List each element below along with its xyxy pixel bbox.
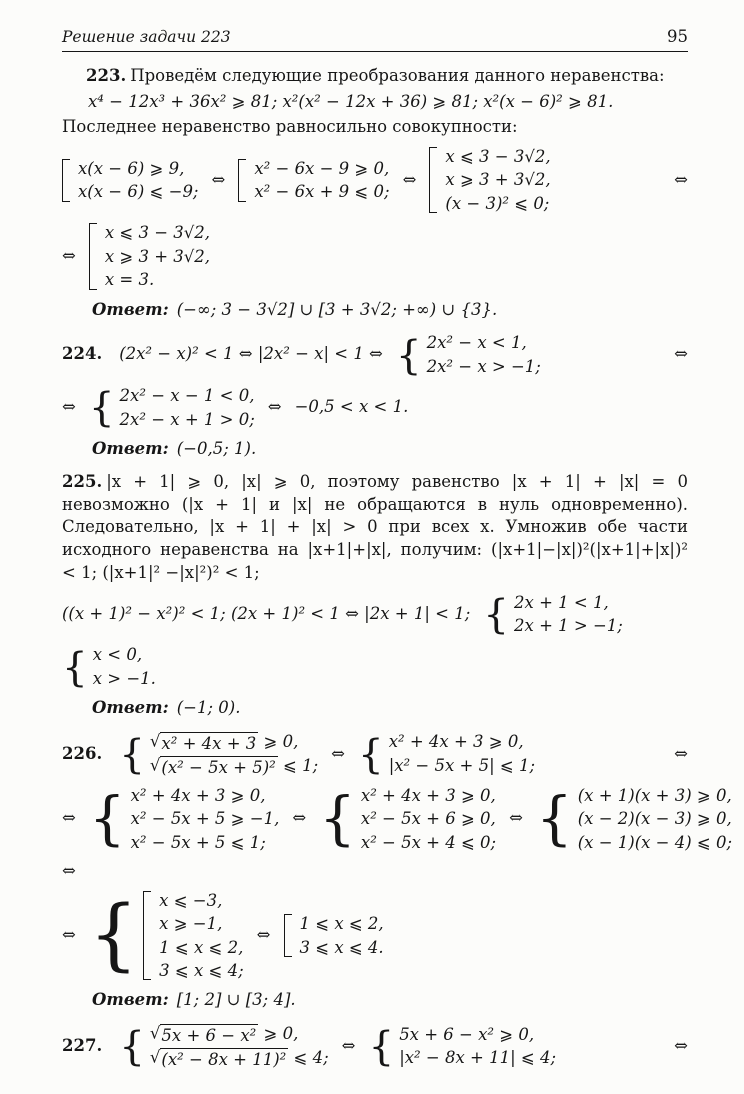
brace-fence xyxy=(536,790,573,848)
iff-arrow: ⇔ xyxy=(62,397,76,417)
system-rows xyxy=(389,730,535,777)
radicand: 5x + 6 − x² xyxy=(161,1026,257,1046)
p226-line-4 xyxy=(62,889,688,983)
brace-fence xyxy=(62,647,88,687)
system-row: 1 ⩽ x ⩽ 2, xyxy=(159,937,244,957)
system-row: x ⩾ −1, xyxy=(159,914,223,934)
system-row: x² + 4x + 3 ⩾ 0, xyxy=(130,785,266,805)
p225-answer-value: (−1; 0). xyxy=(176,698,241,718)
system-rows xyxy=(159,889,244,983)
iff-arrow: ⇔ xyxy=(674,1035,688,1055)
system-row: 2x² − x − 1 < 0, xyxy=(119,386,255,406)
system-rows xyxy=(300,912,384,959)
brace-fence xyxy=(89,790,126,848)
bracket-fence xyxy=(62,159,70,202)
system-row: |x² − 5x + 5| ⩽ 1; xyxy=(388,755,536,775)
system-226-c xyxy=(89,784,279,854)
p223-intro-text: Проведём следующие преобразования данного неравенства: xyxy=(130,65,665,85)
system-row: x > −1. xyxy=(92,668,156,688)
p224-answer-line xyxy=(92,438,688,461)
system-row: 2x² − x + 1 > 0; xyxy=(119,409,255,429)
system-row: 2x + 1 < 1, xyxy=(514,592,609,612)
p223-transformations-line: x⁴ − 12x³ + 36x² ⩾ 81; x²(x² − 12x + 36) ⩾ 81; x²(x − 6)² ⩾ 81. xyxy=(88,91,614,111)
system-226-d xyxy=(319,784,496,854)
p223-note-text: Последнее неравенство равносильно совокупности: xyxy=(62,117,518,137)
problem-number-224: 224. xyxy=(62,344,103,364)
iff-arrow: ⇔ xyxy=(256,925,271,945)
system-226-b xyxy=(358,730,535,777)
p226-answer-value: [1; 2] ∪ [3; 4]. xyxy=(176,990,296,1010)
system-row: (x − 2)(x − 3) ⩾ 0, xyxy=(577,809,732,829)
row-tail: ⩾ 0, xyxy=(258,732,299,752)
running-title: Решение задачи 223 xyxy=(62,28,231,46)
system-rows xyxy=(254,157,389,204)
system-226-e xyxy=(536,784,732,854)
system-row: |x² − 8x + 11| ⩽ 4; xyxy=(399,1047,557,1067)
bracket-fence xyxy=(143,891,151,981)
problem-number-226: 226. xyxy=(62,743,103,763)
p224-answer-value: (−0,5; 1). xyxy=(176,439,257,459)
iff-arrow: ⇔ xyxy=(292,808,307,828)
system-row: (x − 3)² ⩽ 0; xyxy=(445,193,550,213)
system-225-a xyxy=(483,591,623,638)
system-row: x(x − 6) ⩾ 9, xyxy=(78,158,185,178)
radicand: (x² − 8x + 11)² xyxy=(161,1049,287,1069)
system-row: 1 ⩽ x ⩽ 2, xyxy=(299,914,384,934)
brace-fence xyxy=(119,734,145,774)
p224-result-expression: −0,5 < x < 1. xyxy=(294,397,409,417)
system-row: 3 ⩽ x ⩽ 4. xyxy=(299,937,384,957)
system-row: (x − 1)(x − 4) ⩽ 0; xyxy=(577,832,733,852)
system-row: x ⩾ 3 + 3√2, xyxy=(445,170,551,190)
radicand: x² + 4x + 3 xyxy=(161,734,257,754)
iff-arrow: ⇔ xyxy=(62,808,76,828)
p225-body-text: |x + 1| ⩾ 0, |x| ⩾ 0, поэтому равенство |x + 1| + |x| = 0 невозможно (|x + 1| и |x| не обращаются в нуль одновременно). Следовательно, |x + 1| + |x| > 0 при всех x. Умножив обе части исходного неравенства на |x+1|+|x|, получим: (|x+1|−|x|)²(|x+1|+|x|)² < 1; (|x+1|² −|x|²)² < 1; xyxy=(62,471,688,582)
system-226-f xyxy=(284,912,384,959)
brace-fence xyxy=(483,594,509,634)
inner-union-system xyxy=(143,889,244,983)
system-row: x² − 6x − 9 ⩾ 0, xyxy=(254,158,390,178)
system-223-d xyxy=(89,221,210,291)
system-rows xyxy=(93,643,156,690)
bracket-fence xyxy=(238,159,246,202)
p226-line-2 xyxy=(62,784,733,854)
page-number: 95 xyxy=(667,27,688,46)
system-row: x² + 4x + 3 ⩾ 0, xyxy=(360,785,496,805)
system-row: x ⩾ 3 + 3√2, xyxy=(104,246,211,266)
system-row: 3 ⩽ x ⩽ 4; xyxy=(159,960,244,980)
bracket-fence xyxy=(284,914,292,957)
system-224-b xyxy=(89,384,255,431)
system-row xyxy=(150,1022,298,1046)
system-226-a xyxy=(119,730,318,778)
iff-arrow: ⇔ xyxy=(267,397,282,417)
radical-sign: √ xyxy=(149,1023,161,1043)
sqrt-expression xyxy=(150,1024,258,1046)
system-row: x² − 5x + 5 ⩾ −1, xyxy=(130,809,280,829)
iff-arrow: ⇔ xyxy=(62,925,76,945)
brace-fence xyxy=(89,387,115,427)
p223-answer-line xyxy=(92,299,688,322)
p225-line-2 xyxy=(62,591,688,638)
p226-answer-line xyxy=(92,989,688,1012)
iff-arrow: ⇔ xyxy=(509,808,523,828)
system-224-a xyxy=(396,331,541,378)
system-rows xyxy=(105,221,210,291)
system-rows xyxy=(578,784,732,854)
page-header xyxy=(62,26,688,52)
p223-chain-line-1 xyxy=(62,145,688,215)
answer-label: Ответ: xyxy=(92,299,169,319)
brace-fence xyxy=(358,734,384,774)
sqrt-expression xyxy=(150,732,258,754)
system-row: x ⩽ 3 − 3√2, xyxy=(445,147,551,167)
problem-number-225: 225. xyxy=(62,471,103,491)
system-226-nested xyxy=(89,889,244,983)
p225-body-paragraph xyxy=(62,471,688,585)
radical-sign: √ xyxy=(149,755,161,775)
system-row: 2x + 1 > −1; xyxy=(514,616,623,636)
p226-line-1 xyxy=(62,730,688,778)
system-row: x² − 5x + 5 ⩽ 1; xyxy=(130,832,266,852)
iff-arrow: ⇔ xyxy=(331,743,345,763)
system-row: x² − 5x + 4 ⩽ 0; xyxy=(360,832,497,852)
system-row: x ⩽ −3, xyxy=(159,890,223,910)
p225-answer-line xyxy=(92,697,688,720)
system-rows xyxy=(150,730,318,778)
p225-line-3 xyxy=(62,643,688,690)
system-rows xyxy=(514,591,623,638)
radical-sign: √ xyxy=(149,1047,161,1067)
p223-intro-paragraph xyxy=(62,65,688,88)
system-row xyxy=(150,730,298,754)
p223-chain-line-2 xyxy=(62,221,688,291)
system-rows xyxy=(445,145,550,215)
brace-fence xyxy=(319,790,356,848)
p226-line-3 xyxy=(62,860,688,883)
system-227-b xyxy=(368,1023,556,1070)
iff-arrow: ⇔ xyxy=(62,860,76,880)
iff-arrow: ⇔ xyxy=(211,169,226,189)
system-rows xyxy=(150,1022,329,1070)
system-row xyxy=(150,1046,329,1070)
iff-arrow: ⇔ xyxy=(674,169,688,189)
system-row: x² − 5x + 6 ⩾ 0, xyxy=(360,809,496,829)
radical-sign: √ xyxy=(149,731,161,751)
p224-line-1 xyxy=(62,331,688,378)
bracket-fence xyxy=(89,223,97,289)
system-row: x² − 6x + 9 ⩽ 0; xyxy=(254,182,390,202)
row-tail: ⩽ 1; xyxy=(277,755,319,775)
p224-lead-expression: (2x² − x)² < 1 ⇔ |2x² − x| < 1 ⇔ xyxy=(119,344,383,364)
answer-label: Ответ: xyxy=(92,439,169,459)
system-row: 5x + 6 − x² ⩾ 0, xyxy=(399,1024,535,1044)
iff-arrow: ⇔ xyxy=(62,246,76,266)
system-row: 2x² − x > −1; xyxy=(426,356,541,376)
iff-arrow: ⇔ xyxy=(674,743,688,763)
system-rows xyxy=(120,384,255,431)
system-rows xyxy=(78,157,199,204)
p227-line-1 xyxy=(62,1022,688,1070)
system-rows xyxy=(361,784,496,854)
system-223-a xyxy=(62,157,199,204)
brace-fence xyxy=(396,335,422,375)
row-tail: ⩽ 4; xyxy=(288,1047,329,1067)
system-rows xyxy=(399,1023,556,1070)
system-rows xyxy=(131,784,280,854)
system-223-b xyxy=(238,157,389,204)
system-row: x ⩽ 3 − 3√2, xyxy=(104,223,211,243)
system-row: x = 3. xyxy=(104,270,155,290)
sqrt-expression xyxy=(150,1048,288,1070)
system-rows xyxy=(427,331,541,378)
brace-fence xyxy=(368,1026,394,1066)
p224-line-2 xyxy=(62,384,688,431)
system-223-c xyxy=(429,145,550,215)
iff-arrow: ⇔ xyxy=(402,169,417,189)
problem-number-223: 223. xyxy=(86,65,127,85)
bracket-fence xyxy=(429,147,437,213)
system-row: (x + 1)(x + 3) ⩾ 0, xyxy=(577,785,732,805)
system-225-b xyxy=(62,643,156,690)
p223-answer-value: (−∞; 3 − 3√2] ∪ [3 + 3√2; +∞) ∪ {3}. xyxy=(176,299,498,319)
system-row: x < 0, xyxy=(92,645,143,665)
brace-fence xyxy=(119,1026,145,1066)
iff-arrow: ⇔ xyxy=(341,1035,356,1055)
radicand: (x² − 5x + 5)² xyxy=(161,757,276,777)
p225-continuation-expression: ((x + 1)² − x²)² < 1; (2x + 1)² < 1 ⇔ |2x + 1| < 1; xyxy=(62,603,471,623)
brace-fence xyxy=(89,897,138,975)
page-content xyxy=(62,65,733,1070)
sqrt-expression xyxy=(150,756,278,778)
system-row xyxy=(150,754,318,778)
system-row: 2x² − x < 1, xyxy=(426,333,527,353)
iff-arrow: ⇔ xyxy=(674,344,688,364)
system-row: x² + 4x + 3 ⩾ 0, xyxy=(388,732,524,752)
answer-label: Ответ: xyxy=(92,990,169,1010)
answer-label: Ответ: xyxy=(92,698,169,718)
problem-number-227: 227. xyxy=(62,1035,103,1055)
system-row: x(x − 6) ⩽ −9; xyxy=(78,182,199,202)
row-tail: ⩾ 0, xyxy=(258,1024,299,1044)
system-227-a xyxy=(119,1022,328,1070)
